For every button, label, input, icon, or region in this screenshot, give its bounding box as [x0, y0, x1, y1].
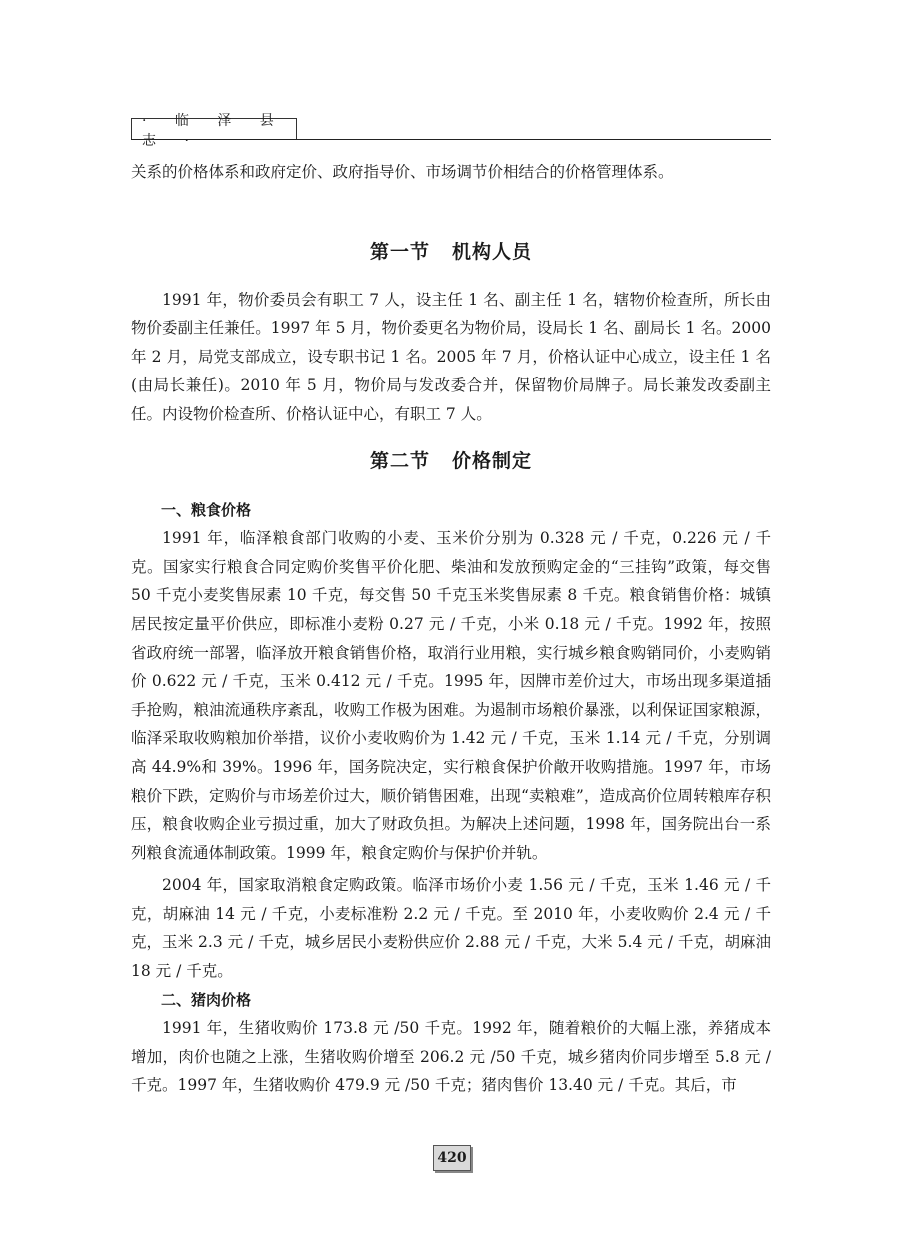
section-title: 机构人员 — [452, 240, 533, 263]
running-header: · 临 泽 县 志 · — [131, 118, 297, 140]
lead-paragraph: 关系的价格体系和政府定价、政府指导价、市场调节价相结合的价格管理体系。 — [131, 163, 674, 181]
paragraph: 1991 年，生猪收购价 173.8 元 /50 千克。1992 年，随着粮价的大幅上涨，养猪成本增加，肉价也随之上涨，生猪收购价增至 206.2 元 /50 千克，城乡猪肉价同步增至 5.8 元 / 千克。1997 年，生猪收购价 479.9 元 /50 千克；猪肉售价 13.40 元 / 千克。其后，市 — [131, 1019, 771, 1095]
section-heading-1 — [131, 237, 771, 264]
subsection-heading: 二、猪肉价格 — [161, 990, 252, 1009]
page-body — [131, 158, 771, 1100]
paragraph: 2004 年，国家取消粮食定购政策。临泽市场价小麦 1.56 元 / 千克，玉米 1.46 元 / 千克，胡麻油 14 元 / 千克，小麦标准粉 2.2 元 / 千克。至 2010 年，小麦收购价 2.4 元 / 千克，玉米 2.3 元 / 千克，城乡居民小麦粉供应价 2.88 元 / 千克，大米 5.4 元 / 千克，胡麻油 18 元 / 千克。 — [131, 876, 771, 981]
header-rule — [131, 139, 771, 140]
page-number: 420 — [433, 1145, 471, 1171]
section-number: 第二节 — [369, 449, 430, 472]
section-title: 价格制定 — [452, 449, 533, 472]
paragraph: 1991 年，物价委员会有职工 7 人，设主任 1 名、副主任 1 名，辖物价检查所，所长由物价委副主任兼任。1997 年 5 月，物价委更名为物价局，设局长 1 名、副局长 1 名。2000 年 2 月，局党支部成立，设专职书记 1 名。2005 年 7 月，价格认证中心成立，设主任 1 名(由局长兼任)。2010 年 5 月，物价局与发改委合并，保留物价局牌子。局长兼发改委副主任。内设物价检查所、价格认证中心，有职工 7 人。 — [131, 290, 771, 423]
section-heading-2 — [131, 446, 771, 473]
paragraph: 1991 年，临泽粮食部门收购的小麦、玉米价分别为 0.328 元 / 千克，0.226 元 / 千克。国家实行粮食合同定购价奖售平价化肥、柴油和发放预购定金的“三挂钩”政策，每交售 50 千克小麦奖售尿素 10 千克，每交售 50 千克玉米奖售尿素 8 千克。粮食销售价格：城镇居民按定量平价供应，即标准小麦粉 0.27 元 / 千克，小米 0.18 元 / 千克。1992 年，按照省政府统一部署，临泽放开粮食销售价格，取消行业用粮，实行城乡粮食购销同价，小麦购销价 0.622 元 / 千克，玉米 0.412 元 / 千克。1995 年，因牌市差价过大，市场出现多渠道插手抢购，粮油流通秩序紊乱，收购工作极为困难。为遏制市场粮价暴涨，以利保证国家粮源，临泽采取收购粮加价举措，议价小麦收购价为 1.42 元 / 千克，玉米 1.14 元 / 千克，分别调高 44.9%和 39%。1996 年，国务院决定，实行粮食保护价敞开收购措施。1997 年，市场粮价下跌，定购价与市场差价过大，顺价销售困难，出现“卖粮难”，造成高价位周转粮库存积压，粮食收购企业亏损过重，加大了财政负担。为解决上述问题，1998 年，国务院出台一系列粮食流通体制政策。1999 年，粮食定购价与保护价并轨。 — [131, 529, 771, 862]
section-number: 第一节 — [369, 240, 430, 263]
subsection-heading: 一、粮食价格 — [161, 500, 252, 519]
